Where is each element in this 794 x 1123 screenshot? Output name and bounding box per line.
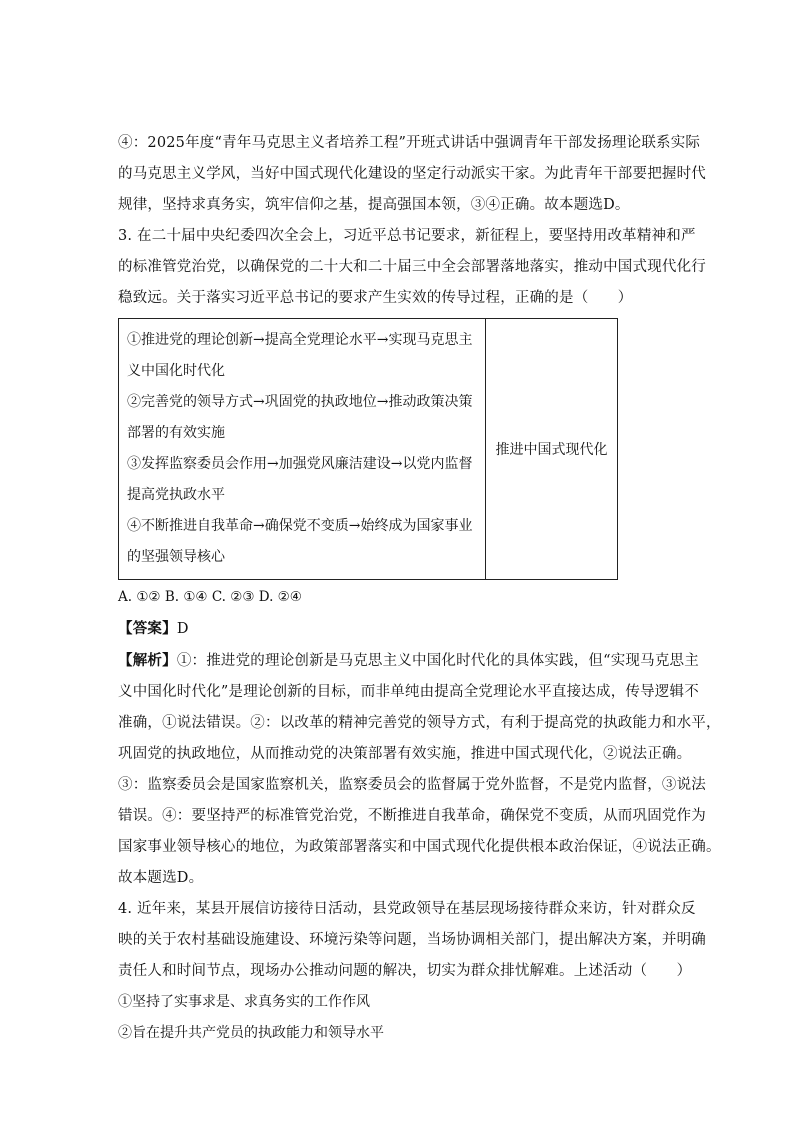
document-page	[118, 128, 721, 1049]
table-line: ③发挥监察委员会作用→加强党风廉洁建设→以党内监督	[127, 456, 473, 472]
table-line: 提高党执政水平	[127, 487, 225, 503]
analysis-line: 国家事业领导核心的地位，为政策部署落实和中国式现代化提供根本政治保证，④说法正确。	[118, 839, 721, 855]
analysis-line: 准确，①说法错误。②：以改革的精神完善党的领导方式，有利于提高党的执政能力和水平，	[118, 715, 721, 731]
question-stem-line: 责任人和时间节点，现场办公推动问题的解决，切实为群众排忧解难。上述活动（ ）	[118, 963, 692, 979]
answer-value: D	[176, 621, 189, 637]
analysis-line: 错误。④：要坚持严的标准管党治党，不断推进自我革命，确保党不变质，从而巩固党作为	[118, 808, 706, 824]
text-line: 的马克思主义学风，当好中国式现代化建设的坚定行动派实干家。为此青年干部要把握时代	[118, 166, 706, 182]
analysis-line: 巩固党的执政地位，从而推动党的决策部署有效实施，推进中国式现代化，②说法正确。	[118, 746, 692, 762]
analysis-line: ③：监察委员会是国家监察机关，监察委员会的监督属于党外监督，不是党内监督，③说法	[118, 777, 706, 793]
question-4	[118, 894, 706, 1049]
table-line: 的坚强领导核心	[127, 549, 225, 565]
question-3	[118, 221, 721, 894]
table-line: 部署的有效实施	[127, 425, 225, 441]
answer-label: 【答案】	[118, 620, 177, 637]
table-right-cell: 推进中国式现代化	[486, 319, 618, 580]
question-stem-line: 3. 在二十届中央纪委四次全会上，习近平总书记要求，新征程上，要坚持用改革精神和严	[118, 228, 696, 244]
analysis-line: 故本题选D。	[118, 870, 204, 886]
text-line: ④：2025年度“青年马克思主义者培养工程”开班式讲话中强调青年干部发扬理论联系实际	[118, 135, 701, 151]
prev-analysis	[118, 128, 706, 221]
question-stem-line: 稳致远。关于落实习近平总书记的要求产生实效的传导过程，正确的是（ ）	[118, 290, 633, 306]
analysis-line	[118, 645, 699, 677]
table-line: ④不断推进自我革命→确保党不变质→始终成为国家事业	[127, 518, 473, 534]
statement-item: ②旨在提升共产党员的执政能力和领导水平	[118, 1025, 384, 1041]
table-line: ①推进党的理论创新→提高全党理论水平→实现马克思主	[127, 332, 473, 348]
question-stem-line: 映的关于农村基础设施建设、环境污染等问题，当场协调相关部门，提出解决方案，并明确	[118, 932, 706, 948]
text-line: 规律，坚持求真务实，筑牢信仰之基，提高强国本领，③④正确。故本题选D。	[118, 197, 630, 213]
statement-item: ①坚持了实事求是、求真务实的工作作风	[118, 994, 370, 1010]
question-stem-line: 的标准管党治党，以确保党的二十大和二十届三中全会部署落地落实，推动中国式现代化行	[118, 259, 706, 275]
answer-line	[118, 613, 678, 645]
table-line: ②完善党的领导方式→巩固党的执政地位→推动政策决策	[127, 394, 473, 410]
table-left-cell	[119, 319, 486, 580]
analysis-text: ①：推进党的理论创新是马克思主义中国化时代化的具体实践，但“实现马克思主	[176, 653, 699, 669]
answer-options: A. ①② B. ①④ C. ②③ D. ②④	[118, 589, 302, 605]
question-stem-line: 4. 近年来，某县开展信访接待日活动，县党政领导在基层现场接待群众来访，针对群众反	[118, 901, 696, 917]
analysis-label: 【解析】	[118, 652, 177, 669]
analysis-block	[118, 645, 721, 894]
table-line: 义中国化时代化	[127, 363, 225, 379]
question-3-table	[118, 318, 618, 580]
analysis-line: 义中国化时代化”是理论创新的目标，而非单纯由提高全党理论水平直接达成，传导逻辑不	[118, 684, 699, 700]
